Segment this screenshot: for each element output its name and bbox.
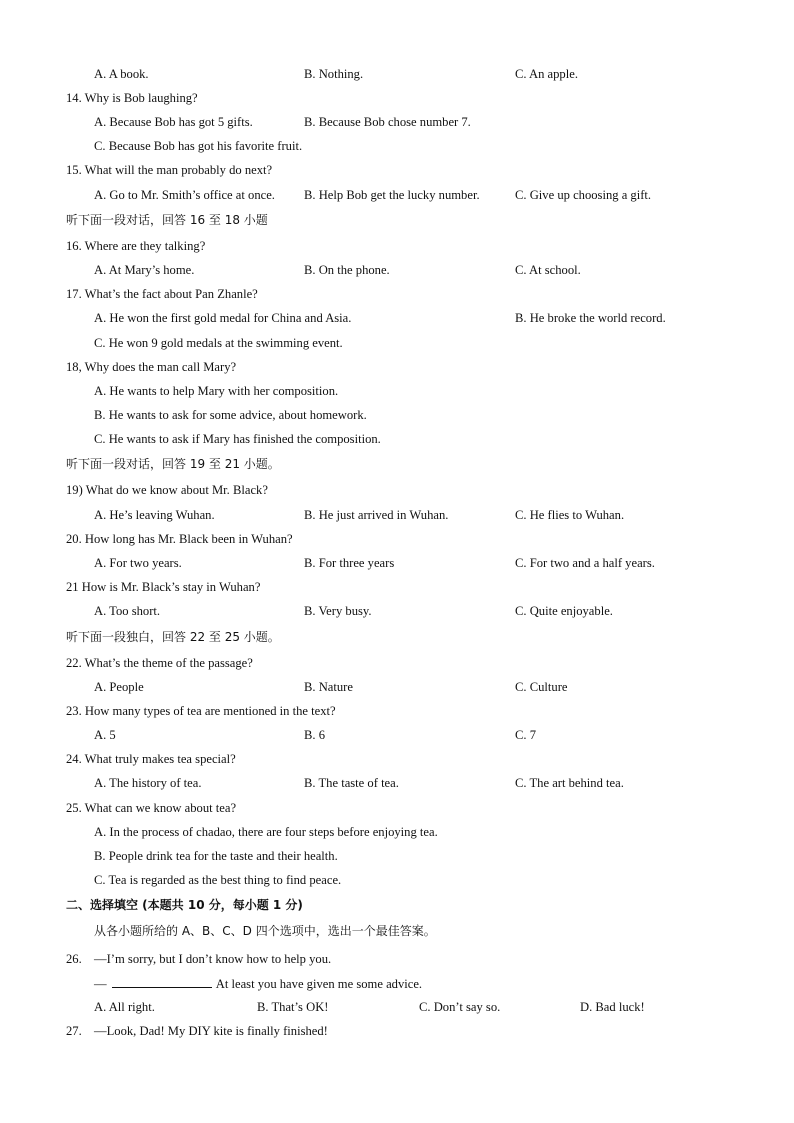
q22-option-a: A. People	[94, 680, 144, 694]
q15-option-b: B. Help Bob get the lucky number.	[304, 188, 480, 202]
section-heading-22-25: 听下面一段独白，回答 22 至 25 小题。	[66, 630, 280, 644]
q26-number: 26.	[66, 952, 82, 966]
q21-option-a: A. Too short.	[94, 604, 161, 618]
q21-option-b: B. Very busy.	[304, 604, 372, 618]
q15-option-c: C. Give up choosing a gift.	[515, 188, 652, 202]
q17-option-a: A. He won the first gold medal for China and Asia.	[94, 311, 352, 325]
q18-stem: 18, Why does the man call Mary?	[66, 360, 237, 374]
q19-option-b: B. He just arrived in Wuhan.	[304, 508, 449, 522]
q24-stem: 24. What truly makes tea special?	[66, 752, 236, 766]
q23-option-b: B. 6	[304, 728, 325, 742]
q14-option-c: C. Because Bob has got his favorite fruit.	[94, 139, 303, 153]
q18-option-b: B. He wants to ask for some advice, about homework.	[94, 408, 367, 422]
q20-option-c: C. For two and a half years.	[515, 556, 655, 570]
q23-option-a: A. 5	[94, 728, 116, 742]
q25-option-c: C. Tea is regarded as the best thing to find peace.	[94, 873, 342, 887]
part2-instruction: 从各小题所给的 A、B、C、D 四个选项中，选出一个最佳答案。	[94, 924, 436, 938]
q17-stem: 17. What’s the fact about Pan Zhanle?	[66, 287, 258, 301]
section-heading-16-18: 听下面一段对话，回答 16 至 18 小题	[66, 213, 268, 227]
q21-stem: 21 How is Mr. Black’s stay in Wuhan?	[66, 580, 261, 594]
section-heading-19-21: 听下面一段对话，回答 19 至 21 小题。	[66, 457, 280, 471]
q18-option-a: A. He wants to help Mary with her composition.	[94, 384, 339, 398]
q17-option-c: C. He won 9 gold medals at the swimming event.	[94, 336, 343, 350]
q14-stem: 14. Why is Bob laughing?	[66, 91, 198, 105]
q26-line1: —I’m sorry, but I don’t know how to help you.	[94, 952, 332, 966]
q26-dash: —	[94, 977, 107, 991]
q25-option-b: B. People drink tea for the taste and their health.	[94, 849, 338, 863]
q23-option-c: C. 7	[515, 728, 536, 742]
q26-line2	[94, 975, 422, 992]
q19-option-c: C. He flies to Wuhan.	[515, 508, 625, 522]
q18-option-c: C. He wants to ask if Mary has finished the composition.	[94, 432, 381, 446]
q21-option-c: C. Quite enjoyable.	[515, 604, 613, 618]
q26-option-a: A. All right.	[94, 1000, 155, 1014]
q20-option-a: A. For two years.	[94, 556, 182, 570]
q17-option-b: B. He broke the world record.	[515, 311, 666, 325]
q26-option-d: D. Bad luck!	[580, 1000, 645, 1014]
q22-stem: 22. What’s the theme of the passage?	[66, 656, 253, 670]
q26-line2-text: At least you have given me some advice.	[215, 977, 423, 991]
q25-stem: 25. What can we know about tea?	[66, 801, 237, 815]
q16-option-c: C. At school.	[515, 263, 581, 277]
part2-title: 二、选择填空 (本题共 10 分，每小题 1 分)	[66, 898, 303, 912]
q15-option-a: A. Go to Mr. Smith’s office at once.	[94, 188, 275, 202]
q23-stem: 23. How many types of tea are mentioned in the text?	[66, 704, 336, 718]
q13-option-c: C. An apple.	[515, 67, 578, 81]
q26-option-c: C. Don’t say so.	[419, 1000, 501, 1014]
q14-option-b: B. Because Bob chose number 7.	[304, 115, 471, 129]
q26-option-b: B. That’s OK!	[257, 1000, 329, 1014]
q20-stem: 20. How long has Mr. Black been in Wuhan?	[66, 532, 293, 546]
q24-option-c: C. The art behind tea.	[515, 776, 624, 790]
q14-option-a: A. Because Bob has got 5 gifts.	[94, 115, 253, 129]
q16-option-b: B. On the phone.	[304, 263, 390, 277]
q13-option-b: B. Nothing.	[304, 67, 364, 81]
q15-stem: 15. What will the man probably do next?	[66, 163, 273, 177]
q27-number: 27.	[66, 1024, 82, 1038]
q27-line1: —Look, Dad! My DIY kite is finally finished!	[94, 1024, 328, 1038]
q20-option-b: B. For three years	[304, 556, 395, 570]
q19-stem: 19) What do we know about Mr. Black?	[66, 483, 268, 497]
q22-option-c: C. Culture	[515, 680, 568, 694]
q16-option-a: A. At Mary’s home.	[94, 263, 195, 277]
q13-option-a: A. A book.	[94, 67, 149, 81]
q24-option-a: A. The history of tea.	[94, 776, 202, 790]
q16-stem: 16. Where are they talking?	[66, 239, 206, 253]
q24-option-b: B. The taste of tea.	[304, 776, 399, 790]
q22-option-b: B. Nature	[304, 680, 353, 694]
q25-option-a: A. In the process of chadao, there are four steps before enjoying tea.	[94, 825, 438, 839]
q19-option-a: A. He’s leaving Wuhan.	[94, 508, 215, 522]
q26-answer-blank	[112, 975, 212, 988]
